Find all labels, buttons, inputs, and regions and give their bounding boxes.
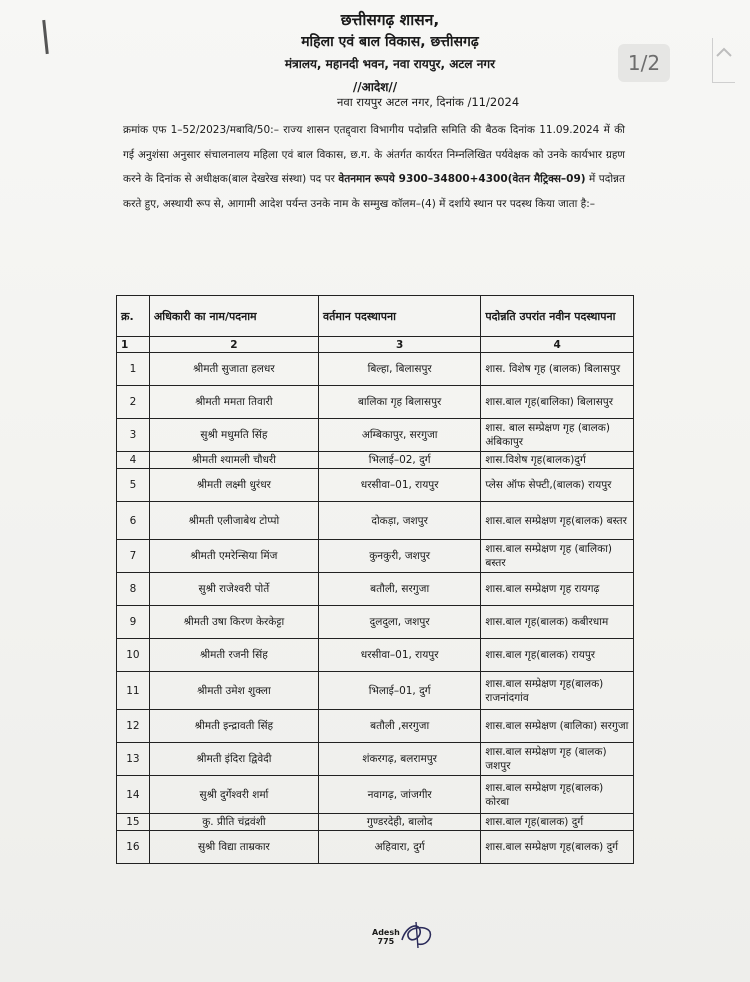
header-government: छत्तीसगढ़ शासन, (340, 11, 440, 29)
signature-number: 775 (377, 937, 395, 946)
row-current-posting: शंकरगढ़, बलरामपुर (318, 743, 480, 776)
row-current-posting: गुण्डरदेही, बालोद (318, 814, 480, 831)
row-officer-name: श्रीमती लक्ष्मी धुरंधर (149, 469, 318, 502)
table-row (117, 353, 634, 386)
order-text-start: क्रमांक एफ 1–52/2023/मबावि/50:– राज्य शासन एतद्द्वारा विभागीय पदोन्नति समिति की बैठक दिनांक 11.09.2024 में की गई अनुशंसा अनुसार संचालनालय महिला एवं बाल विकास, छ.ग. के अंतर्गत कार्यरत निम्नलिखित पर्यवेक्षक को उनके कार्यभार ग्रहण करने के दिनांक से अधीक्षक(बाल देखरेख संस्था) पद पर (123, 124, 625, 185)
row-officer-name: श्रीमती सुजाता हलधर (149, 353, 318, 386)
row-serial: 5 (117, 469, 150, 502)
row-serial: 2 (117, 386, 150, 419)
row-current-posting: बालिका गृह बिलासपुर (318, 386, 480, 419)
row-officer-name: श्रीमती ममता तिवारी (149, 386, 318, 419)
row-new-posting: शास.बाल गृह(बालक) कबीरधाम (481, 606, 634, 639)
row-new-posting: प्लेस ऑफ सेफ्टी,(बालक) रायपुर (481, 469, 634, 502)
header-current-posting: वर्तमान पदस्थापना (318, 296, 480, 337)
signature-mark (396, 918, 436, 956)
column-number-row (117, 337, 634, 353)
row-current-posting: दोकड़ा, जशपुर (318, 502, 480, 540)
order-pay-scale: वेतनमान रूपये 9300–34800+4300(वेतन मैट्रिक्स–09) (338, 173, 586, 185)
table-row (117, 452, 634, 469)
chevron-up-icon[interactable] (712, 38, 735, 83)
order-text-end: में पदोन्नत करते हुए, अस्थायी रूप से, आगामी आदेश पर्यन्त उनके नाम के सम्मुख कॉलम–(4) में दर्शाये स्थान पर पदस्थ किया जाता है:– (123, 173, 626, 210)
row-serial: 12 (117, 710, 150, 743)
column-number: 4 (481, 337, 634, 353)
table-header-row (117, 296, 634, 337)
row-serial: 7 (117, 540, 150, 573)
row-current-posting: दुलदुला, जशपुर (318, 606, 480, 639)
table-row (117, 639, 634, 672)
row-new-posting: शास.बाल सम्प्रेक्षण गृह (बालिका) बस्तर (481, 540, 634, 573)
row-serial: 13 (117, 743, 150, 776)
table-row (117, 743, 634, 776)
row-new-posting: शास.बाल सम्प्रेक्षण गृह(बालक) दुर्ग (481, 831, 634, 864)
row-serial: 6 (117, 502, 150, 540)
row-new-posting: शास.बाल सम्प्रेक्षण गृह रायगढ़ (481, 573, 634, 606)
row-new-posting: शास.बाल गृह(बालक) दुर्ग (481, 814, 634, 831)
row-current-posting: कुनकुरी, जशपुर (318, 540, 480, 573)
row-current-posting: अहिवारा, दुर्ग (318, 831, 480, 864)
row-serial: 4 (117, 452, 150, 469)
table-row (117, 814, 634, 831)
row-officer-name: श्रीमती एमरेन्सिया मिंज (149, 540, 318, 573)
order-paragraph (123, 118, 625, 216)
row-serial: 3 (117, 419, 150, 452)
row-officer-name: कु. प्रीति चंद्रवंशी (149, 814, 318, 831)
table-row (117, 831, 634, 864)
row-current-posting: धरसीवा–01, रायपुर (318, 639, 480, 672)
signature-text: Adesh (372, 928, 400, 937)
row-new-posting: शास. विशेष गृह (बालक) बिलासपुर (481, 353, 634, 386)
row-officer-name: श्रीमती उमेश शुक्ला (149, 672, 318, 710)
row-new-posting: शास.बाल सम्प्रेक्षण गृह (बालक) जशपुर (481, 743, 634, 776)
row-new-posting: शास.बाल सम्प्रेक्षण गृह(बालक) कोरबा (481, 776, 634, 814)
header-department: महिला एवं बाल विकास, छत्तीसगढ़ (301, 34, 479, 50)
table-row (117, 710, 634, 743)
header-new-posting: पदोन्नति उपरांत नवीन पदस्थापना (481, 296, 634, 337)
row-serial: 10 (117, 639, 150, 672)
row-serial: 15 (117, 814, 150, 831)
row-serial: 1 (117, 353, 150, 386)
order-dateline: नवा रायपुर अटल नगर, दिनांक /11/2024 (337, 95, 520, 109)
table-row (117, 672, 634, 710)
row-new-posting: शास.बाल गृह(बालिका) बिलासपुर (481, 386, 634, 419)
row-officer-name: सुश्री दुर्गेश्वरी शर्मा (149, 776, 318, 814)
header-serial: क्र. (117, 296, 150, 337)
row-new-posting: शास.बाल सम्प्रेक्षण गृह(बालक) राजनांदगांव (481, 672, 634, 710)
row-current-posting: भिलाई–02, दुर्ग (318, 452, 480, 469)
row-serial: 8 (117, 573, 150, 606)
row-current-posting: धरसीवा–01, रायपुर (318, 469, 480, 502)
table-row (117, 469, 634, 502)
row-current-posting: बिल्हा, बिलासपुर (318, 353, 480, 386)
row-officer-name: श्रीमती श्यामली चौधरी (149, 452, 318, 469)
row-officer-name: सुश्री राजेश्वरी पोर्ते (149, 573, 318, 606)
row-officer-name: श्रीमती इन्द्रावती सिंह (149, 710, 318, 743)
row-officer-name: सुश्री विद्या ताम्रकार (149, 831, 318, 864)
promotion-table (116, 295, 634, 864)
row-current-posting: बतौली, सरगुजा (318, 573, 480, 606)
header-officer-name: अधिकारी का नाम/पदनाम (149, 296, 318, 337)
table-row (117, 419, 634, 452)
row-new-posting: शास.विशेष गृह(बालक)दुर्ग (481, 452, 634, 469)
header-order-title: //आदेश// (352, 80, 398, 94)
page-indicator[interactable]: 1/2 (618, 44, 670, 82)
row-new-posting: शास.बाल गृह(बालक) रायपुर (481, 639, 634, 672)
table-row (117, 540, 634, 573)
row-officer-name: श्रीमती इंदिरा द्विवेदी (149, 743, 318, 776)
row-officer-name: श्रीमती रजनी सिंह (149, 639, 318, 672)
row-serial: 16 (117, 831, 150, 864)
row-current-posting: नवागढ़, जांजगीर (318, 776, 480, 814)
row-current-posting: बतौली ,सरगुजा (318, 710, 480, 743)
table-row (117, 386, 634, 419)
row-officer-name: सुश्री मधुमति सिंह (149, 419, 318, 452)
row-serial: 11 (117, 672, 150, 710)
table-row (117, 776, 634, 814)
column-number: 3 (318, 337, 480, 353)
column-number: 1 (117, 337, 150, 353)
row-serial: 9 (117, 606, 150, 639)
row-current-posting: अम्बिकापुर, सरगुजा (318, 419, 480, 452)
row-officer-name: श्रीमती उषा किरण केरकेट्टा (149, 606, 318, 639)
row-serial: 14 (117, 776, 150, 814)
row-new-posting: शास.बाल सम्प्रेक्षण (बालिका) सरगुजा (481, 710, 634, 743)
table-row (117, 502, 634, 540)
row-new-posting: शास.बाल सम्प्रेक्षण गृह(बालक) बस्तर (481, 502, 634, 540)
column-number: 2 (149, 337, 318, 353)
row-current-posting: भिलाई–01, दुर्ग (318, 672, 480, 710)
table-row (117, 606, 634, 639)
table-row (117, 573, 634, 606)
row-officer-name: श्रीमती एलीजाबेथ टोप्पो (149, 502, 318, 540)
row-new-posting: शास. बाल सम्प्रेक्षण गृह (बालक) अंबिकापुर (481, 419, 634, 452)
header-address: मंत्रालय, महानदी भवन, नवा रायपुर, अटल नगर (284, 57, 496, 71)
